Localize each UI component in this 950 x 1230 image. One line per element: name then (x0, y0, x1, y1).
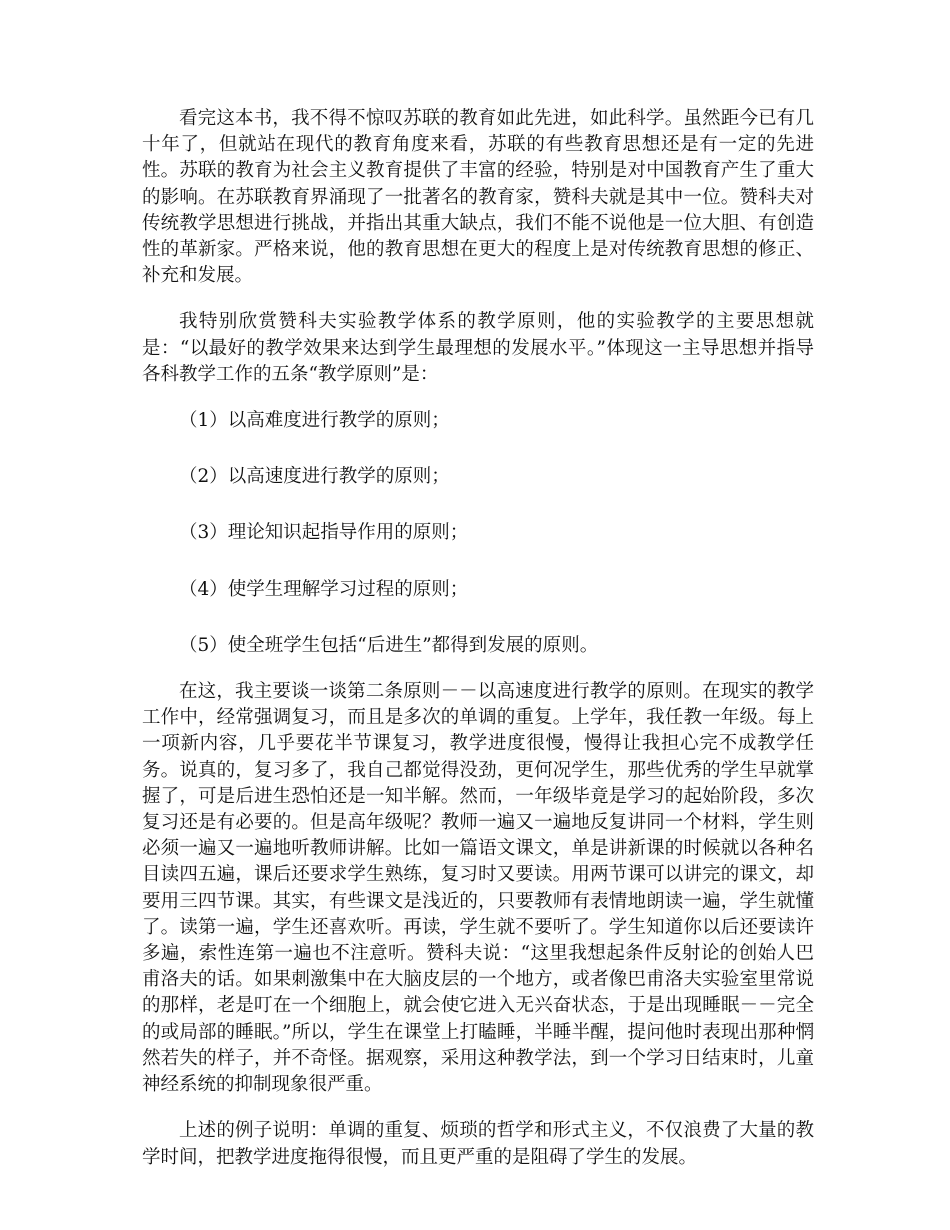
paragraph-conclusion: 上述的例子说明：单调的重复、烦琐的哲学和形式主义，不仅浪费了大量的教学时间，把教学进度拖得很慢，而且更严重的是阻碍了学生的发展。 (142, 1120, 814, 1168)
list-item-principle-3: （3）理论知识起指导作用的原则； (179, 522, 469, 544)
principles-list (142, 408, 814, 659)
paragraph-high-speed-principle: 在这，我主要谈一谈第二条原则－－以高速度进行教学的原则。在现实的教学工作中，经常强调复习，而且是多次的单调的重复。上学年，我任教一年级。每上一项新内容，几乎要花半节课复习，教学进度很慢，慢得让我担心完不成教学任务。说真的，复习多了，我自己都觉得没劲，更何况学生，那些优秀的学生早就掌握了，可是后进生恐怕还是一知半解。然而，一年级毕竟是学习的起始阶段，多次复习还是有必要的。但是高年级呢？教师一遍又一遍地反复讲同一个材料，学生则必须一遍又一遍地听教师讲解。比如一篇语文课文，单是讲新课的时候就以各种名目读四五遍，课后还要求学生熟练，复习时又要读。用两节课可以讲完的课文，却要用三四节课。其实，有些课文是浅近的，只要教师有表情地朗读一遍，学生就懂了。读第一遍，学生还喜欢听。再读，学生就不要听了。学生知道你以后还要读许多遍，索性连第一遍也不注意听。赞科夫说：“这里我想起条件反射论的创始人巴甫洛夫的话。如果刺激集中在大脑皮层的一个地方，或者像巴甫洛夫实验室里常说的那样，老是叮在一个细胞上，就会使它进入无兴奋状态，于是出现睡眠－－完全的或局部的睡眠。”所以，学生在课堂上打瞌睡，半睡半醒，提问他时表现出那种惘然若失的样子，并不奇怪。据观察，采用这种教学法，到一个学习日结束时，儿童神经系统的抑制现象很严重。 (142, 681, 814, 1096)
list-item-principle-1: （1）以高难度进行教学的原则； (179, 410, 450, 432)
list-item-principle-4: （4）使学生理解学习过程的原则； (179, 578, 469, 600)
document-page (142, 106, 814, 1191)
list-item-principle-2: （2）以高速度进行教学的原则； (179, 466, 450, 488)
paragraph-intro: 看完这本书，我不得不惊叹苏联的教育如此先进，如此科学。虽然距今已有几十年了，但就站在现代的教育角度来看，苏联的有些教育思想还是有一定的先进性。苏联的教育为社会主义教育提供了丰富的经验，特别是对中国教育产生了重大的影响。在苏联教育界涌现了一批著名的教育家，赞科夫就是其中一位。赞科夫对传统教学思想进行挑战，并指出其重大缺点，我们不能不说他是一位大胆、有创造性的革新家。严格来说，他的教育思想在更大的程度上是对传统教育思想的修正、补充和发展。 (142, 108, 814, 287)
list-item-principle-5: （5）使全班学生包括“后进生”都得到发展的原则。 (179, 634, 599, 656)
paragraph-principles-intro: 我特别欣赏赞科夫实验教学体系的教学原则，他的实验教学的主要思想就是：“以最好的教学效果来达到学生最理想的发展水平。”体现这一主导思想并指导各科教学工作的五条“教学原则”是： (142, 311, 814, 385)
